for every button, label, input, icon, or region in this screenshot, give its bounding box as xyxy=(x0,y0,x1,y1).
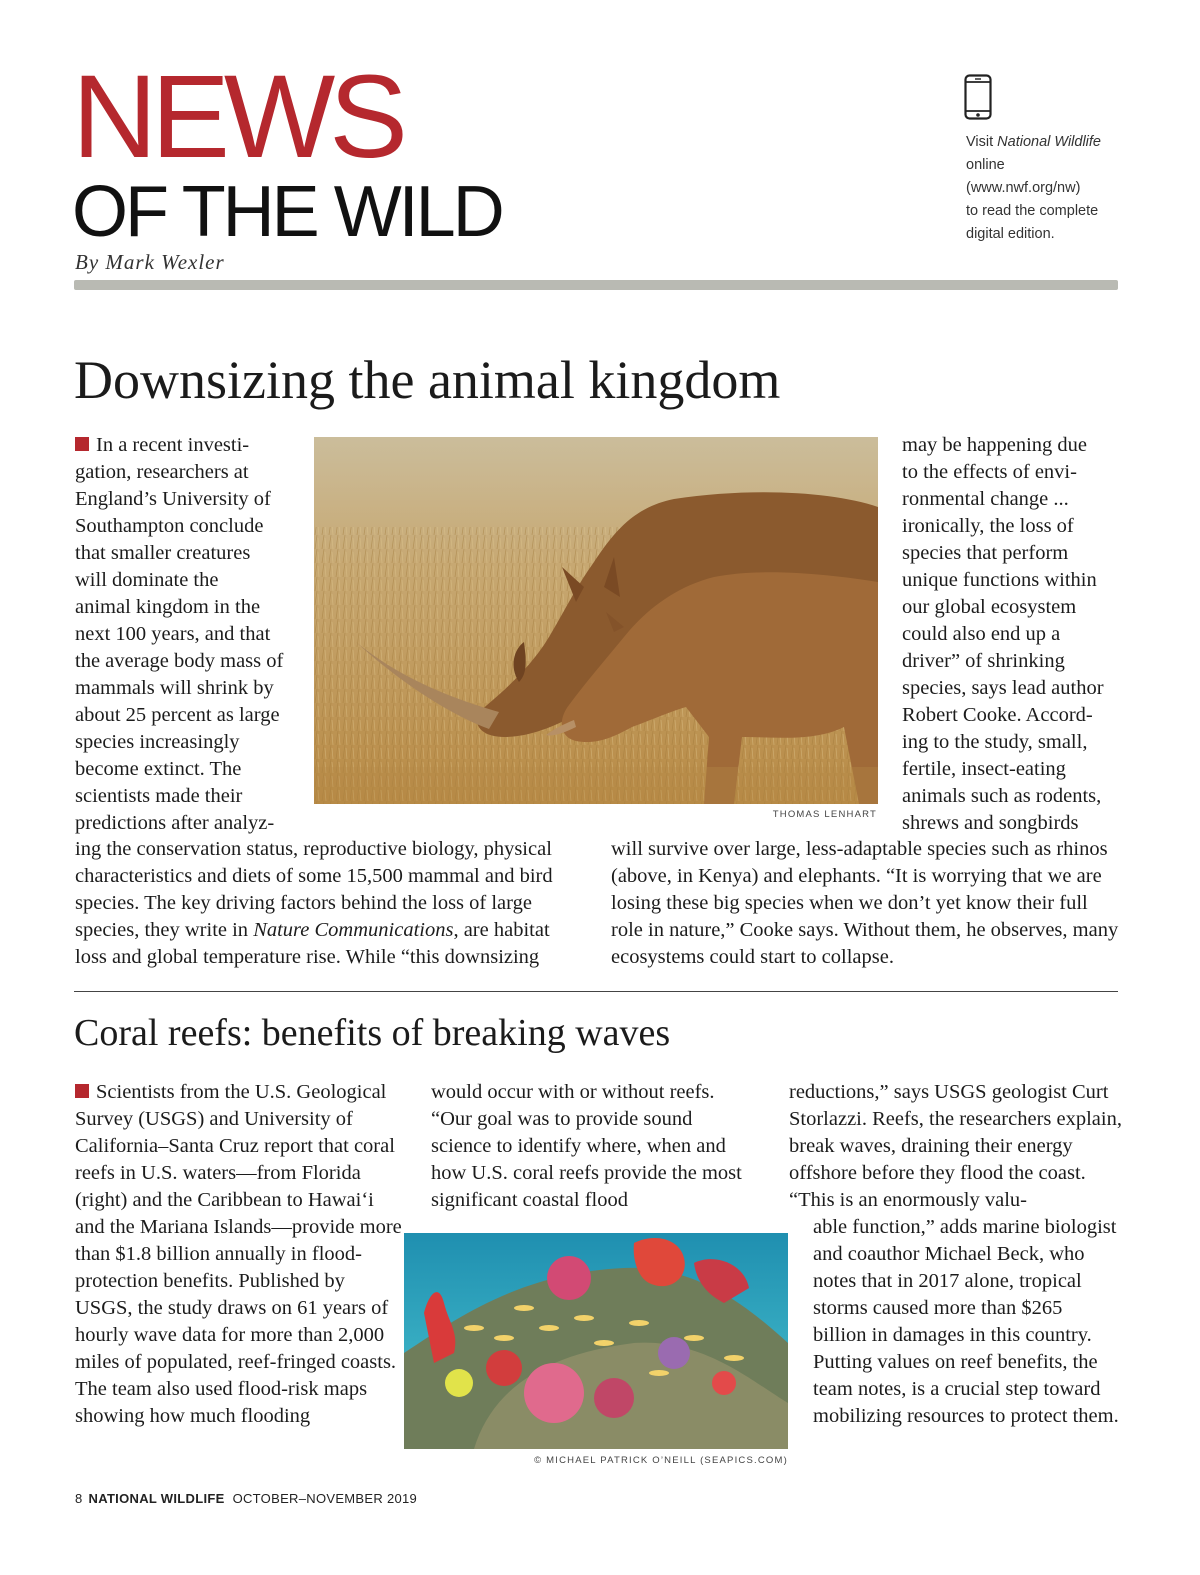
text-line: animal kingdom in the xyxy=(75,596,261,618)
page-footer xyxy=(75,1491,417,1506)
article2-column3-top: reductions,” says USGS geologist Curt Storlazzi. Reefs, the researchers explain, break waves, draining their energy offshore before they flood the coast. “This is an enormously valu- xyxy=(789,1081,1122,1211)
text-line: unique functions within xyxy=(902,569,1097,591)
text-line: fertile, insect-eating xyxy=(902,758,1066,780)
article2-title: Coral reefs: benefits of breaking waves xyxy=(74,1012,671,1054)
text-line: ing to the study, small, xyxy=(902,731,1088,753)
text-line: could also end up a xyxy=(902,623,1061,645)
magazine-name: NATIONAL WILDLIFE xyxy=(88,1491,225,1506)
article1-bottom-right: will survive over large, less-adaptable species such as rhinos (above, in Kenya) and elephants. “It is worrying that we are losing these big species when we don’t yet know their full role in nature,” Cooke says. Without them, he observes, many ecosystems could start to collapse. xyxy=(611,838,1119,968)
text-line: species increasingly xyxy=(75,731,240,753)
text-line: to the effects of envi- xyxy=(902,461,1077,483)
text-line: driver” of shrinking xyxy=(902,650,1065,672)
text-line: ironically, the loss of xyxy=(902,515,1074,537)
article2-column1: Scientists from the U.S. Geological Survey (USGS) and University of California–Santa Cruz report that coral reefs in U.S. waters—from Florida (right) and the Caribbean to Hawai‘i and the Mariana Islands—provide more than $1.8 billion annually in flood-protection benefits. Published by USGS, the study draws on 61 years of hourly wave data for more than 2,000 miles of populated, reef-fringed coasts. The team also used flood-risk maps showing how much flooding xyxy=(75,1081,402,1427)
coral-reef-photo xyxy=(404,1233,788,1449)
digital-edition-promo: Visit National Wildlife online (www.nwf.org/nw) to read the complete digital edition. xyxy=(966,134,1102,242)
text-line: Southampton conclude xyxy=(75,515,264,537)
issue-date: OCTOBER–NOVEMBER 2019 xyxy=(232,1491,418,1506)
text-line: species, says lead author xyxy=(902,677,1104,699)
masthead-news: NEWS xyxy=(72,51,402,183)
text-line: about 25 percent as large xyxy=(75,704,280,726)
text-line: scientists made their xyxy=(75,785,243,807)
article1-column1 xyxy=(75,432,315,837)
text-line: our global ecosystem xyxy=(902,596,1077,618)
text-line: species that perform xyxy=(902,542,1069,564)
text-line: shrews and songbirds xyxy=(902,812,1079,834)
article1-title: Downsizing the animal kingdom xyxy=(74,350,781,410)
text-line: become extinct. The xyxy=(75,758,242,780)
rhino-photo xyxy=(314,437,878,804)
rhino-photo-credit: THOMAS LENHART xyxy=(772,809,877,820)
text-line: will dominate the xyxy=(75,569,219,591)
byline: By Mark Wexler xyxy=(75,250,225,274)
section-marker xyxy=(75,1084,89,1098)
article2-column2: would occur with or without reefs. “Our goal was to provide sound science to identify where, when and how U.S. coral reefs provide the most significant coastal flood xyxy=(431,1081,742,1211)
text-line: that smaller creatures xyxy=(75,542,251,564)
article1-column2 xyxy=(902,432,1132,837)
article1-bottom-left: ing the conservation status, reproductive biology, physical characteristics and diets of some 15,500 mammal and bird species. The key driving factors behind the loss of large species, they write in Nature Communications, are habitat loss and global temperature rise. While “this downsizing xyxy=(75,838,553,968)
article2-column3-bottom: able function,” adds marine biologist and coauthor Michael Beck, who notes that in 2017 alone, tropical storms caused more than $265 billion in damages in this country. Putting values on reef benefits, the team notes, is a crucial step toward mobilizing resources to protect them. xyxy=(813,1216,1119,1427)
text-line: Robert Cooke. Accord- xyxy=(902,704,1093,726)
page-number: 8 xyxy=(75,1491,83,1506)
text-line: mammals will shrink by xyxy=(75,677,274,699)
text-line: England’s University of xyxy=(75,488,271,510)
promo-url[interactable]: (www.nwf.org/nw) xyxy=(966,180,1081,196)
text-line: next 100 years, and that xyxy=(75,623,271,645)
section-marker xyxy=(75,437,89,451)
article-divider xyxy=(74,991,1118,992)
smartphone-icon xyxy=(964,74,992,120)
text-line: animals such as rodents, xyxy=(902,785,1102,807)
text-line: predictions after analyz- xyxy=(75,812,275,834)
header-divider xyxy=(74,280,1118,290)
text-line: the average body mass of xyxy=(75,650,284,672)
text-line: gation, researchers at xyxy=(75,461,249,483)
masthead-of-the-wild: OF THE WILD xyxy=(72,172,502,252)
text-line: ronmental change ... xyxy=(902,488,1069,510)
text-line: may be happening due xyxy=(902,434,1088,456)
text-line: In a recent investi- xyxy=(75,432,315,459)
coral-photo-credit: © MICHAEL PATRICK O’NEILL (SEAPICS.COM) xyxy=(534,1455,788,1466)
